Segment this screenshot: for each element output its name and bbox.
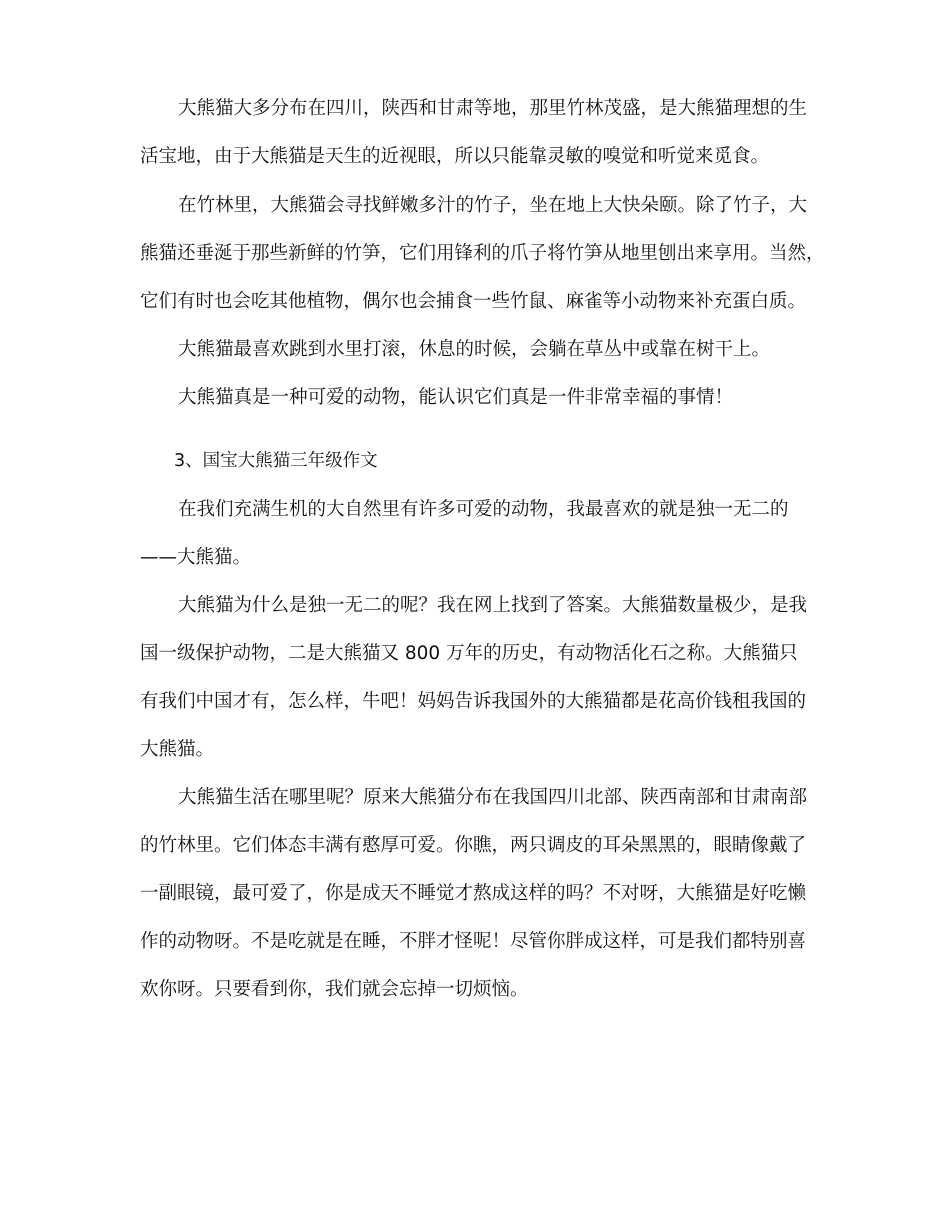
section-heading: 3、国宝大熊猫三年级作文 (174, 451, 378, 471)
paragraph-line: 在我们充满生机的大自然里有许多可爱的动物，我最喜欢的就是独一无二的 (178, 499, 789, 520)
paragraph-line: ——大熊猫。 (140, 547, 252, 568)
paragraph-line: 大熊猫真是一种可爱的动物，能认识它们真是一件非常幸福的事情！ (178, 387, 734, 408)
paragraph-line: 熊猫还垂涎于那些新鲜的竹笋，它们用锋利的爪子将竹笋从地里刨出来享用。当然， (140, 243, 825, 264)
paragraph-line: 国一级保护动物，二是大熊猫又 800 万年的历史，有动物活化石之称。大熊猫只 (140, 643, 798, 664)
paragraph-line: 大熊猫。 (140, 739, 215, 760)
paragraph-line: 一副眼镜，最可爱了，你是成天不睡觉才熬成这样的吗？不对呀，大熊猫是好吃懒 (140, 883, 807, 904)
paragraph-line: 活宝地，由于大熊猫是天生的近视眼，所以只能靠灵敏的嗅觉和听觉来觅食。 (140, 146, 770, 167)
paragraph-line: 的竹林里。它们体态丰满有憨厚可爱。你瞧，两只调皮的耳朵黑黑的，眼睛像戴了 (140, 835, 807, 856)
paragraph-line: 有我们中国才有，怎么样，牛吧！妈妈告诉我国外的大熊猫都是花高价钱租我国的 (140, 691, 807, 712)
paragraph-line: 欢你呀。只要看到你，我们就会忘掉一切烦恼。 (140, 979, 529, 1000)
paragraph-line: 大熊猫生活在哪里呢？原来大熊猫分布在我国四川北部、陕西南部和甘肃南部 (178, 787, 808, 808)
paragraph-line: 它们有时也会吃其他植物，偶尔也会捕食一些竹鼠、麻雀等小动物来补充蛋白质。 (140, 291, 807, 312)
paragraph-line: 大熊猫为什么是独一无二的呢？我在网上找到了答案。大熊猫数量极少，是我 (178, 595, 808, 616)
paragraph-line: 作的动物呀。不是吃就是在睡，不胖才怪呢！尽管你胖成这样，可是我们都特别喜 (140, 931, 807, 952)
paragraph-line: 大熊猫大多分布在四川，陕西和甘肃等地，那里竹林茂盛，是大熊猫理想的生 (178, 98, 808, 119)
paragraph-line: 大熊猫最喜欢跳到水里打滚，休息的时候，会躺在草丛中或靠在树干上。 (178, 339, 771, 360)
paragraph-line: 在竹林里，大熊猫会寻找鲜嫩多汁的竹子，坐在地上大快朵颐。除了竹子，大 (178, 195, 808, 216)
